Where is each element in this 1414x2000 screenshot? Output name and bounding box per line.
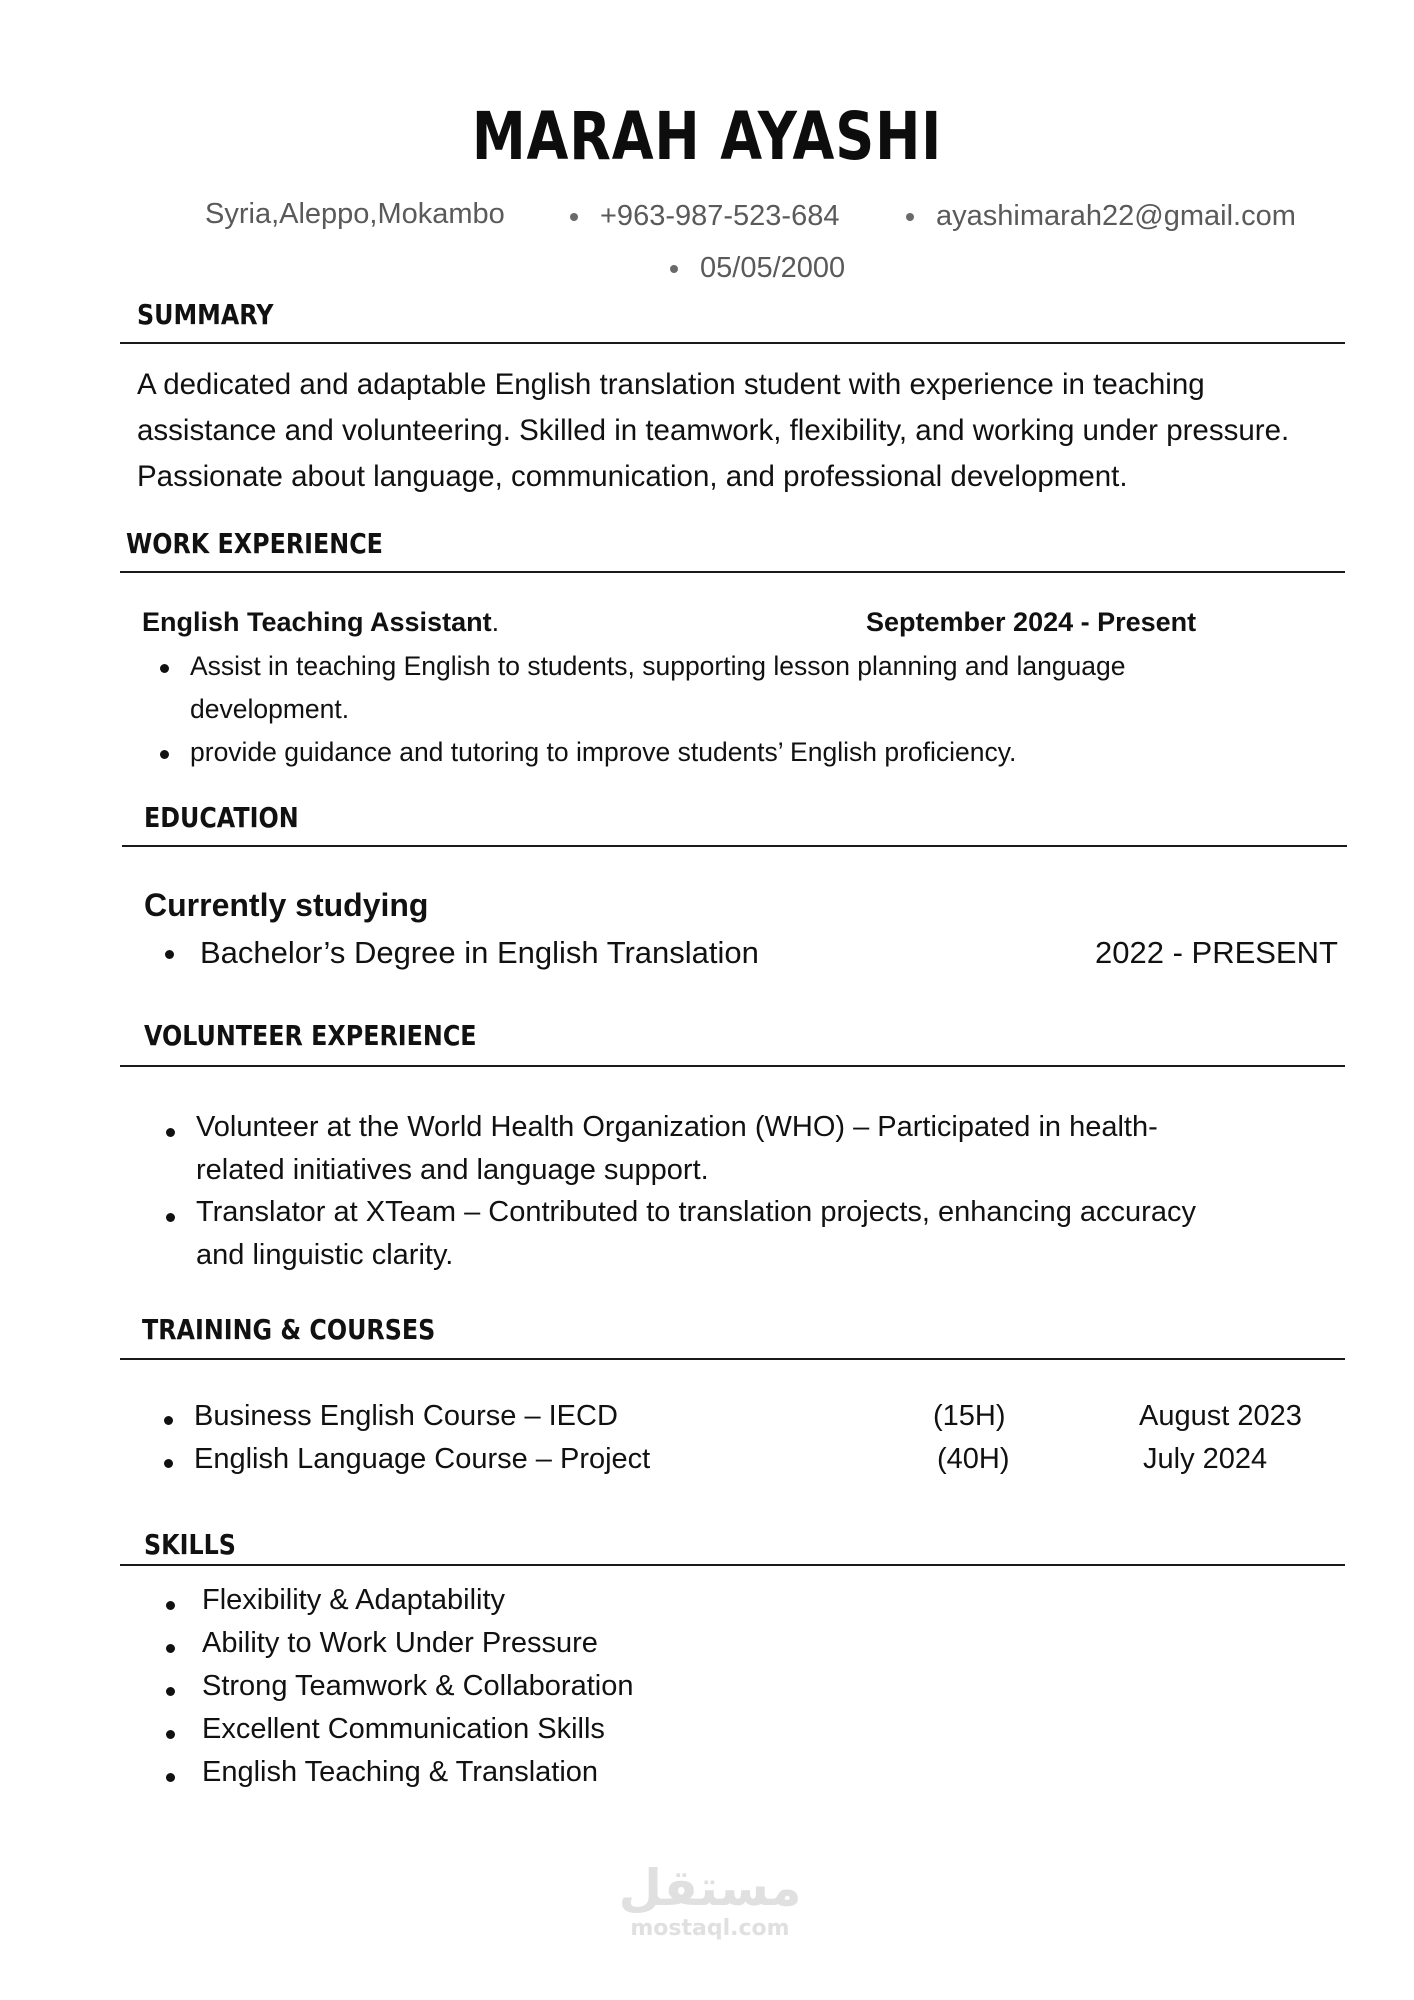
section-divider <box>120 1065 1345 1067</box>
contact-separator-dot <box>906 213 914 221</box>
course-hours: (40H) <box>937 1443 1010 1475</box>
contact-dob: 05/05/2000 <box>700 252 846 284</box>
section-divider <box>120 571 1345 573</box>
bullet-point <box>164 1459 173 1468</box>
course-name: English Language Course – Project <box>194 1443 651 1475</box>
watermark-arabic: مستقل <box>618 1859 802 1917</box>
section-divider <box>120 342 1345 344</box>
job-dates: September 2024 - Present <box>866 607 1197 637</box>
contact-phone: +963-987-523-684 <box>600 200 840 232</box>
job-bullet-text: development. <box>190 694 350 724</box>
education-status: Currently studying <box>144 887 429 923</box>
summary-text <box>137 362 1387 500</box>
watermark-logo <box>600 1860 820 1942</box>
bullet-point <box>166 1128 175 1137</box>
summary-line: Passionate about language, communication, and professional development. <box>137 460 1128 493</box>
skill-item: Flexibility & Adaptability <box>202 1584 506 1616</box>
skill-item: English Teaching & Translation <box>202 1756 599 1788</box>
bullet-point <box>164 1416 173 1425</box>
section-title-summary: SUMMARY <box>137 298 274 331</box>
skill-item: Excellent Communication Skills <box>202 1713 605 1745</box>
course-date: August 2023 <box>1139 1400 1302 1432</box>
bullet-point <box>166 1601 175 1610</box>
volunteer-bullet-text: related initiatives and language support. <box>196 1154 709 1186</box>
volunteer-bullet-text: Volunteer at the World Health Organization (WHO) – Participated in health- <box>196 1111 1158 1143</box>
section-divider <box>122 845 1347 847</box>
bullet-point <box>166 1644 175 1653</box>
job-title-suffix: . <box>491 607 500 637</box>
contact-separator-dot <box>670 265 678 273</box>
section-title-skills: SKILLS <box>144 1528 236 1561</box>
job-title: English Teaching Assistant <box>142 607 492 637</box>
course-name: Business English Course – IECD <box>194 1400 618 1432</box>
watermark-latin: mostaql.com <box>630 1916 790 1941</box>
section-title-education: EDUCATION <box>144 801 299 834</box>
course-hours: (15H) <box>933 1400 1006 1432</box>
section-divider <box>120 1358 1345 1360</box>
volunteer-bullet-text: Translator at XTeam – Contributed to translation projects, enhancing accuracy <box>196 1196 1196 1228</box>
summary-line: A dedicated and adaptable English translation student with experience in teaching <box>137 368 1205 401</box>
education-degree: Bachelor’s Degree in English Translation <box>200 935 759 970</box>
candidate-name: MARAH AYASHI <box>471 98 943 175</box>
section-title-training-courses: TRAINING & COURSES <box>142 1313 436 1346</box>
course-date: July 2024 <box>1143 1443 1268 1475</box>
section-divider <box>120 1564 1345 1566</box>
bullet-point <box>165 950 174 959</box>
volunteer-bullet-text: and linguistic clarity. <box>196 1239 454 1271</box>
bullet-point <box>166 1213 175 1222</box>
job-entry-title <box>142 607 499 638</box>
summary-line: assistance and volunteering. Skilled in teamwork, flexibility, and working under pressure. <box>137 414 1290 447</box>
bullet-point <box>166 1773 175 1782</box>
skill-item: Ability to Work Under Pressure <box>202 1627 598 1659</box>
skill-item: Strong Teamwork & Collaboration <box>202 1670 634 1702</box>
contact-separator-dot <box>570 213 578 221</box>
job-bullet-text: Assist in teaching English to students, supporting lesson planning and language <box>190 651 1126 681</box>
bullet-point <box>166 1687 175 1696</box>
bullet-point <box>166 1730 175 1739</box>
bullet-point <box>160 664 169 673</box>
section-title-volunteer-experience: VOLUNTEER EXPERIENCE <box>144 1019 477 1052</box>
contact-location: Syria,Aleppo,Mokambo <box>205 198 505 230</box>
education-years: 2022 - PRESENT <box>1095 935 1338 970</box>
contact-email: ayashimarah22@gmail.com <box>936 200 1296 232</box>
bullet-point <box>160 750 169 759</box>
section-title-work-experience: WORK EXPERIENCE <box>126 527 383 560</box>
job-bullet-text: provide guidance and tutoring to improve students’ English proficiency. <box>190 737 1017 767</box>
